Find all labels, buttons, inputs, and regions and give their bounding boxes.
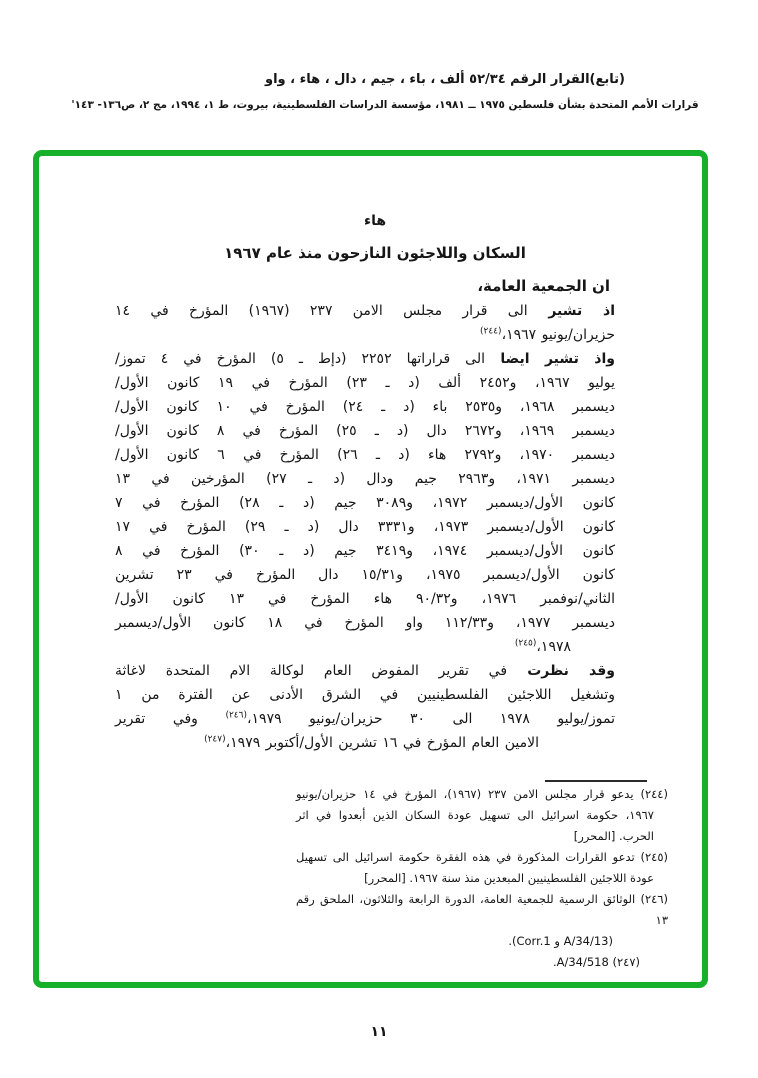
body-paragraph: [115, 659, 615, 755]
footnote-line: الحرب. [المحرر]: [573, 829, 654, 843]
header-line-2: قرارات الأمم المتحدة بشأن فلسطين ١٩٧٥ ــ ١٩٨١، مؤسسة الدراسات الفلسطينية، بيروت، ط ١، ١٩٩٤، مج ٢، ص١٣٦- ١٤٣': [71, 99, 699, 111]
body-line: يوليو ١٩٦٧، و٢٤٥٢ ألف (د ـ ٢٣) المؤرخ في ١٩ كانون الأول/: [115, 375, 616, 391]
preamble-opening: ان الجمعية العامة،: [477, 277, 610, 295]
body-line: الثاني/نوفمبر ١٩٧٦، و٩٠/٣٢ هاء المؤرخ في ١٣ كانون الأول/: [115, 591, 615, 607]
footnote-line: (٢٤٤) يدعو قرار مجلس الامن ٢٣٧ (١٩٦٧)، المؤرخ في ١٤ حزيران/يونيو: [296, 787, 668, 801]
footnotes: [296, 784, 668, 973]
page-number: ١١: [370, 1024, 388, 1040]
footnote: [296, 952, 668, 973]
body-line: ديسمبر ١٩٧٧، و١١٢/٣٣ واو المؤرخ في ١٨ كانون الأول/ديسمبر: [115, 615, 615, 631]
body-line: حزيران/يونيو ١٩٦٧،$^{(٢٤٤)}$: [480, 326, 615, 343]
body-line: كانون الأول/ديسمبر ١٩٧٢، و٣٠٨٩ جيم (د ـ ٢٨) المؤرخ في ٧: [115, 495, 616, 511]
body-line: ديسمبر ١٩٧١، و٢٩٦٣ جيم ودال (د ـ ٢٧) المؤرخين في ١٣: [115, 471, 615, 487]
footnote-line: (٢٤٥) تدعو القرارات المذكورة في هذه الفقرة حكومة اسرائيل الى تسهيل: [296, 850, 668, 864]
body-line: ١٩٧٨،$^{(٢٤٥)}$: [514, 638, 571, 655]
header-line-1: (تابع)القرار الرقم ٥٢/٣٤ ألف ، باء ، جيم ، دال ، هاء ، واو: [265, 72, 625, 87]
body-paragraph: [115, 347, 615, 659]
document-title: السكان واللاجئون النازحون منذ عام ١٩٦٧: [224, 244, 526, 262]
body-line: اذ تشير الى قرار مجلس الامن ٢٣٧ (١٩٦٧) المؤرخ في ١٤: [115, 303, 615, 319]
footnote: [296, 784, 668, 847]
body-line: ديسمبر ١٩٧٠، و٢٧٩٢ هاء (د ـ ٢٦) المؤرخ في ٦ كانون الأول/: [115, 447, 616, 463]
footnote-line: عودة اللاجئين الفلسطينيين المبعدين منذ سنة ١٩٦٧. [المحرر]: [364, 871, 654, 885]
section-letter: هاء: [363, 213, 387, 229]
body-line: تموز/يوليو ١٩٧٨ الى ٣٠ حزيران/يونيو ١٩٧٩،$^{(٢٤٦)}$ وفي تقرير: [115, 710, 615, 727]
body-line: ديسمبر ١٩٦٨، و٢٥٣٥ باء (د ـ ٢٤) المؤرخ في ١٠ كانون الأول/: [115, 399, 616, 415]
body-line: ديسمبر ١٩٦٩، و٢٦٧٢ دال (د ـ ٢٥) المؤرخ في ٨ كانون الأول/: [115, 423, 616, 439]
document-body: [115, 299, 615, 755]
body-line: واذ تشير ايضا الى قراراتها ٢٢٥٢ (دإط ـ ٥) المؤرخ في ٤ تموز/: [115, 351, 615, 367]
footnote-line: (٢٤٧) A/34/518.: [552, 955, 640, 969]
footnote: [296, 847, 668, 889]
body-line: كانون الأول/ديسمبر ١٩٧٤، و٣٤١٩ جيم (د ـ ٣٠) المؤرخ في ٨: [115, 543, 616, 559]
body-line: وتشغيل اللاجئين الفلسطينيين في الشرق الأدنى عن الفترة من ١: [115, 687, 615, 703]
footnote-line: (A/34/13 و Corr.1).: [508, 934, 613, 948]
footnote-line: (٢٤٦) الوثائق الرسمية للجمعية العامة، الدورة الرابعة والثلاثون، الملحق رقم ١٣: [296, 892, 668, 927]
footnote: [296, 889, 668, 952]
body-line: الامين العام المؤرخ في ١٦ تشرين الأول/أكتوبر ١٩٧٩،$^{(٢٤٧)}$: [204, 734, 539, 751]
footnote-line: ١٩٦٧، حكومة اسرائيل الى تسهيل عودة السكان الذين أبعدوا في اثر: [296, 808, 654, 822]
body-paragraph: [115, 299, 615, 347]
body-line: كانون الأول/ديسمبر ١٩٧٣، و٣٣٣١ دال (د ـ ٢٩) المؤرخ في ١٧: [115, 519, 615, 535]
footnote-separator: [545, 780, 647, 782]
body-line: وقد نظرت في تقرير المفوض العام لوكالة الام المتحدة لاغاثة: [115, 663, 615, 679]
body-line: كانون الأول/ديسمبر ١٩٧٥، و١٥/٣١ دال المؤرخ في ٢٣ تشرين: [115, 567, 615, 583]
